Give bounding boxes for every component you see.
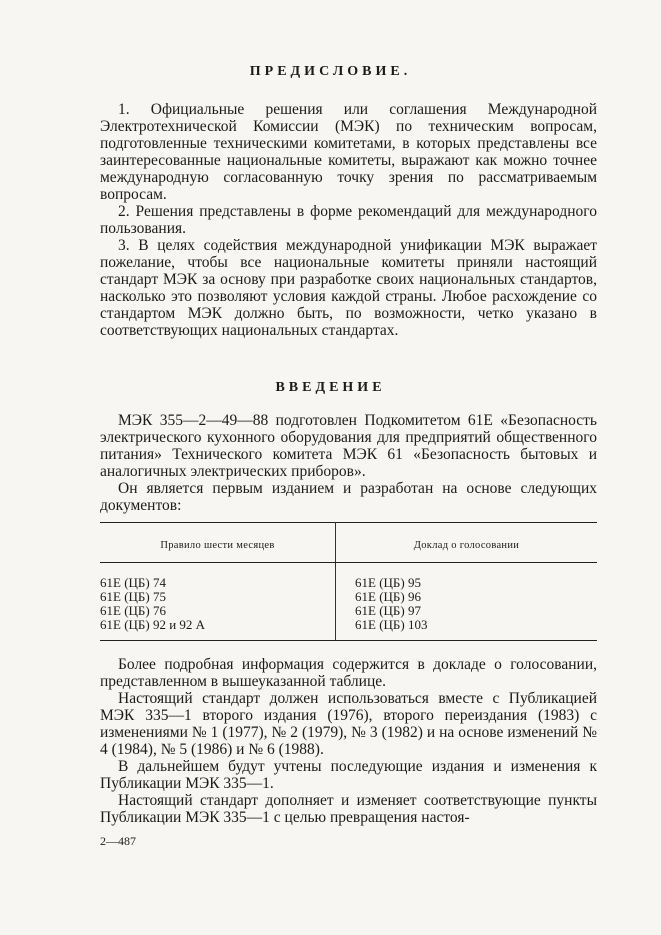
table-cell-voting-1: 61E (ЦБ) 95 — [355, 575, 421, 590]
table-header-six-months: Правило шести месяцев — [160, 540, 275, 551]
preface-paragraph-1: 1. Официальные решения или соглашения Международной Электротехнической Комиссии (МЭК) по техническим вопросам, подготовленные техническими комитетами, в которых представлены все заинтересованные национальные комитеты, выражают как можно точнее международную согласованную точку зрения по рассматриваемым вопросам. — [100, 101, 597, 203]
introduction-body — [100, 412, 597, 514]
table-cell-six-months-1: 61E (ЦБ) 74 — [100, 575, 166, 590]
after-table-paragraph-3: В дальнейшем будут учтены последующие издания и изменения к Публикации МЭК 335—1. — [100, 758, 597, 792]
table-cell-voting-4: 61E (ЦБ) 103 — [355, 617, 428, 632]
page-code: 2—487 — [100, 834, 136, 848]
after-table-body — [100, 656, 597, 826]
table-header-voting-report: Доклад о голосовании — [413, 540, 520, 551]
preface-paragraph-2: 2. Решения представлены в форме рекомендаций для международного пользования. — [100, 203, 597, 237]
table-top-rule — [100, 522, 597, 523]
preface-paragraph-3: 3. В целях содействия международной унификации МЭК выражает пожелание, чтобы все национальные комитеты приняли настоящий стандарт МЭК за основу при разработке своих национальных стандартов, насколько это позволяют условия каждой страны. Любое расхождение со стандартом МЭК должно быть, по возможности, четко указано в соответствующих национальных стандартах. — [100, 237, 597, 339]
after-table-paragraph-4: Настоящий стандарт дополняет и изменяет соответствующие пункты Публикации МЭК 335—1 с целью превращения настоя- — [100, 792, 597, 826]
table-cell-voting-2: 61E (ЦБ) 96 — [355, 589, 421, 604]
table-cell-six-months-4: 61E (ЦБ) 92 и 92 А — [100, 617, 206, 632]
introduction-paragraph-2: Он является первым изданием и разработан на основе следующих документов: — [100, 480, 597, 514]
after-table-paragraph-1: Более подробная информация содержится в докладе о голосовании, представленном в вышеуказанной таблице. — [100, 656, 597, 690]
table-header-rule — [100, 562, 597, 563]
table-cell-voting-3: 61E (ЦБ) 97 — [355, 603, 421, 618]
after-table-paragraph-2: Настоящий стандарт должен использоваться вместе с Публикацией МЭК 335—1 второго издания (1976), второго переиздания (1983) с изменениями № 1 (1977), № 2 (1979), № 3 (1982) и на основе изменений № 4 (1984), № 5 (1986) и № 6 (1988). — [100, 690, 597, 758]
table-bottom-rule — [100, 640, 597, 641]
introduction-heading: ВВЕДЕНИЕ — [275, 380, 386, 395]
preface-body — [100, 101, 597, 339]
introduction-paragraph-1: МЭК 355—2—49—88 подготовлен Подкомитетом 61Е «Безопасность электрического кухонного оборудования для предприятий общественного питания» Технического комитета МЭК 61 «Безопасность бытовых и аналогичных электрических приборов». — [100, 412, 597, 480]
preface-heading: ПРЕДИСЛОВИЕ. — [249, 64, 412, 79]
table-cell-six-months-2: 61E (ЦБ) 75 — [100, 589, 166, 604]
table-cell-six-months-3: 61E (ЦБ) 76 — [100, 603, 166, 618]
